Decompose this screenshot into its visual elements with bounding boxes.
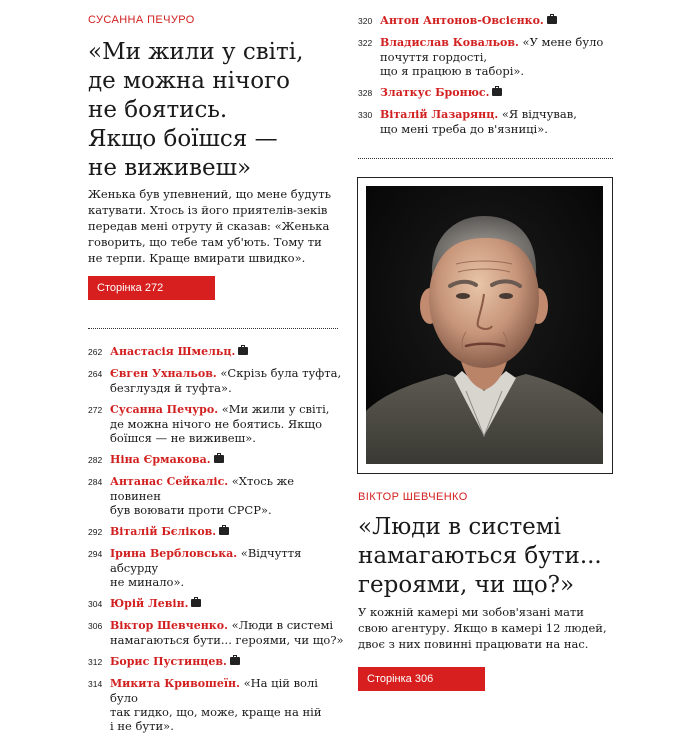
toc-quote-text: був воювати проти СРСР». [110,503,272,517]
toc-entry[interactable] [88,402,348,445]
right-divider [358,158,613,159]
toc-page-number: 322 [358,38,373,48]
quote-line: не виживеш» [88,155,252,181]
right-author-label: ВІКТОР ШЕВЧЕНКО [358,491,468,503]
left-contents-list [88,344,348,740]
toc-quote-text: «Я відчував, [501,107,577,121]
toc-person-name[interactable]: Сусанна Печуро. [110,403,219,416]
toc-person-name[interactable]: Віталій Бєліков. [110,525,217,538]
portrait-frame [357,177,613,474]
quote-line: де можна нічого [88,68,290,94]
toc-page-number: 292 [88,527,103,537]
toc-person-name[interactable]: Ніна Єрмакова. [110,453,211,466]
briefcase-icon [191,599,201,607]
briefcase-icon [219,527,229,535]
toc-person-name[interactable]: Анастасія Шмельц. [110,345,236,358]
toc-quote-text: намагаються бути... героями, чи що?» [110,633,344,647]
toc-entry[interactable] [88,474,348,517]
toc-entry[interactable] [88,366,348,395]
portrait-photo [366,186,603,464]
toc-entry[interactable] [88,524,348,539]
toc-page-number: 320 [358,16,373,26]
toc-entry[interactable] [358,35,608,78]
left-body-text [88,186,338,266]
toc-entry[interactable] [88,596,348,611]
toc-quote-text: так гидко, що, може, краще на ній [110,705,322,719]
toc-person-name[interactable]: Юрій Левін. [110,597,189,610]
toc-quote-text: боїшся — не виживеш». [110,431,256,445]
toc-page-number: 330 [358,110,373,120]
toc-person-name[interactable]: Борис Пустинцев. [110,655,227,668]
quote-line: «Ми жили у світі, [88,39,304,65]
portrait-illustration [366,186,603,464]
toc-person-name[interactable]: Антон Антонов-Овсієнко. [380,14,544,27]
toc-person-name[interactable]: Владислав Ковальов. [380,36,519,49]
body-line: свою агентуру. Якщо в камері 12 людей, [358,621,607,635]
right-quote [358,513,608,600]
toc-entry[interactable] [358,107,608,136]
toc-page-number: 262 [88,347,103,357]
body-line: передав мені отруту й сказав: «Женька [88,219,330,233]
body-line: У кожній камері ми зобов'язані мати [358,605,584,619]
briefcase-icon [492,88,502,96]
left-author-label: СУСАННА ПЕЧУРО [88,14,195,26]
toc-person-name[interactable]: Златкус Бронюс. [380,86,490,99]
body-line: не терпи. Краще вмирати швидко». [88,251,306,265]
toc-page-number: 284 [88,477,103,487]
toc-page-number: 312 [88,657,103,667]
toc-quote-text: що я працюю в таборі». [380,64,525,78]
toc-quote-text: «Відчуття абсурду [110,546,302,575]
toc-entry[interactable] [88,344,348,359]
right-body-text [358,604,608,652]
body-line: катувати. Хтось із його приятелів-зеків [88,203,328,217]
quote-line: героями, чи що?» [358,572,575,598]
quote-line: Якщо боїшся — [88,126,278,152]
toc-page-number: 294 [88,549,103,559]
toc-quote-text: що мені треба до в'язниці». [380,122,548,136]
toc-quote-text: «На цій волі було [110,676,318,705]
right-contents-list [358,13,608,143]
toc-page-number: 306 [88,621,103,631]
toc-entry[interactable] [358,85,608,100]
quote-line: не боятись. [88,97,228,123]
left-divider [88,328,338,329]
toc-entry[interactable] [88,452,348,467]
toc-quote-text: «Ми жили у світі, [221,402,330,416]
briefcase-icon [238,347,248,355]
left-page-button[interactable]: Сторінка 272 [88,276,215,300]
toc-page-number: 314 [88,679,103,689]
toc-person-name[interactable]: Микита Кривошеїн. [110,677,240,690]
briefcase-icon [230,657,240,665]
left-quote [88,38,338,183]
toc-page-number: 328 [358,88,373,98]
body-line: двоє з них повинні працювати на нас. [358,637,589,651]
toc-quote-text: не минало». [110,575,185,589]
toc-quote-text: де можна нічого не боятись. Якщо [110,417,322,431]
toc-quote-text: безглуздя й туфта». [110,381,232,395]
toc-entry[interactable] [88,676,348,733]
toc-person-name[interactable]: Антанас Сейкаліс. [110,475,229,488]
quote-line: «Люди в системі [358,514,562,540]
toc-person-name[interactable]: Євген Ухнальов. [110,367,217,380]
toc-entry[interactable] [88,618,348,647]
toc-entry[interactable] [358,13,608,28]
toc-quote-text: «Люди в системі [231,618,334,632]
toc-page-number: 304 [88,599,103,609]
toc-person-name[interactable]: Ірина Вербловська. [110,547,238,560]
toc-entry[interactable] [88,546,348,589]
briefcase-icon [214,455,224,463]
quote-line: намагаються бути... [358,543,602,569]
briefcase-icon [547,16,557,24]
toc-page-number: 272 [88,405,103,415]
toc-quote-text: і не бути». [110,719,174,733]
toc-quote-text: «У мене було почуття гордості, [380,35,604,64]
toc-entry[interactable] [88,654,348,669]
body-line: говорить, що тебе там уб'ють. Тому ти [88,235,322,249]
toc-page-number: 282 [88,455,103,465]
toc-person-name[interactable]: Віталій Лазарянц. [380,108,499,121]
right-page-button[interactable]: Сторінка 306 [358,667,485,691]
toc-person-name[interactable]: Віктор Шевченко. [110,619,228,632]
toc-quote-text: «Скрізь була туфта, [220,366,342,380]
toc-quote-text: «Хтось же повинен [110,474,295,503]
toc-page-number: 264 [88,369,103,379]
body-line: Женька був упевнений, що мене будуть [88,187,331,201]
